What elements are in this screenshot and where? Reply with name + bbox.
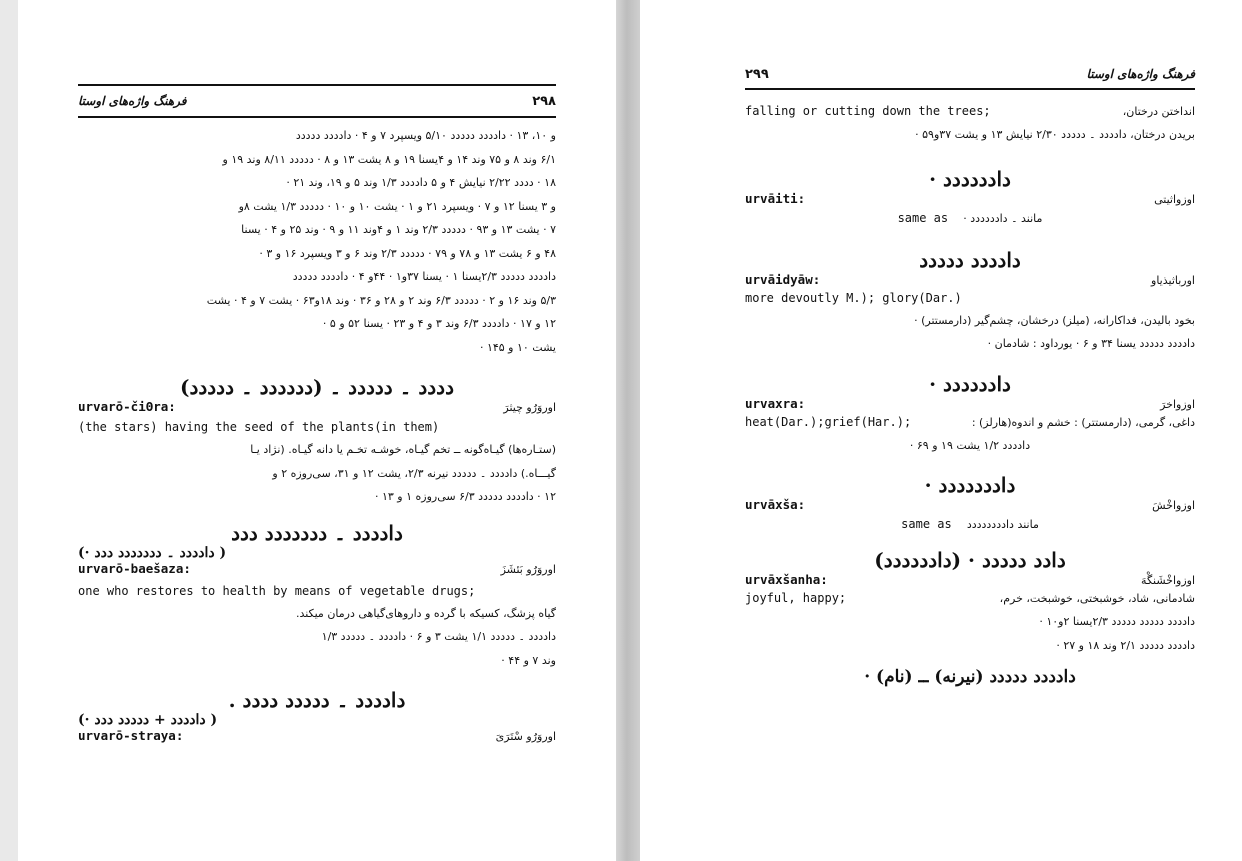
entry-gloss: more devoutly M.); glory(Dar.) xyxy=(745,290,962,305)
left-page-number: ۲۹۸ xyxy=(532,93,556,109)
entry-roman: urvarō-baešaza: xyxy=(78,560,191,576)
same-as-label: same as xyxy=(897,210,949,225)
entry-headword xyxy=(745,572,1195,587)
entry-avestan-script: دادد ددددد · (دادددددد) xyxy=(874,548,1066,572)
right-page-number: ۲۹۹ xyxy=(745,66,769,82)
entry-gloss: (the stars) having the seed of the plants(in them) xyxy=(78,420,440,434)
same-as-persian: مانند ۔ دادددددد · xyxy=(963,211,1043,225)
right-page xyxy=(640,0,1242,861)
entry-headword xyxy=(78,728,556,743)
entry-roman: urvāxšanha: xyxy=(745,572,828,587)
entry-gloss: joyful, happy; xyxy=(745,591,847,605)
entry-line: وند ۷ و ۴۴ · xyxy=(501,653,556,667)
left-top-line: یشت ۱۰ و ۱۴۵ · xyxy=(479,340,556,354)
entry-headword xyxy=(745,272,1195,287)
entry-roman: urvarō-straya: xyxy=(78,728,184,743)
entry-gloss-persian: شادمانی، شاد، خوشبختی، خوشبخت، خرم، xyxy=(999,592,1195,605)
entry-gloss: heat(Dar.);grief(Har.); xyxy=(745,414,912,429)
left-top-line: و ۳ یسنا ۱۲ و ۷ · ویسپرد ۲۱ و ۱ · یشت ۱۰ و ۱۰ · ددددد ۱/۳ یشت ۸و xyxy=(238,199,556,213)
entry-avestan-script: دادددددد · xyxy=(929,166,1011,191)
entry-avestan-script: دادددددد · xyxy=(929,371,1011,396)
entry-persian: اوروَرُو بَئشَزَ xyxy=(500,562,556,576)
entry-avestan-script: دادددد ۔ ددددددد ددد xyxy=(231,520,403,545)
entry-headword xyxy=(745,396,1195,411)
left-top-line: ۵/۳ وند ۱۶ و ۲ · ددددد ۶/۳ وند ۲ و ۲۸ و ۳۶ · وند ۱۸و۶۳ · یشت ۷ و ۴ · یشت xyxy=(206,293,556,307)
entry-same-as xyxy=(745,512,1195,536)
entry-roman: urvarō-čiΘra: xyxy=(78,399,176,414)
entry-roman: urvāxša: xyxy=(745,497,806,512)
entry-line: گیاه پزشگ، کسیکه با گرده و داروهای‌گیاهی درمان میکند. xyxy=(295,606,556,620)
left-top-line: ۱۲ و ۱۷ · دادددد ۶/۳ وند ۳ و ۴ و ۲۳ · یسنا ۵۲ و ۵ · xyxy=(322,317,556,330)
book-gutter xyxy=(616,0,640,861)
entry-gloss-persian: داغی، گرمی، (دارمستتر) : خشم و اندوه(هارلز) : xyxy=(971,415,1195,429)
entry-line: ۱۲ · دادددد ددددد ۶/۳ سی‌روزه ۱ و ۱۳ · xyxy=(374,490,556,503)
entry-headword xyxy=(78,561,556,576)
entry-persian: اوزواخْشَنگْهَ xyxy=(1141,574,1195,587)
entry-persian: اوزواثیتی xyxy=(1154,192,1195,206)
entry-line: دادددد ددددد ددددد ۲/۳یسنا ۲و۱۰ · xyxy=(1039,615,1195,628)
right-running-title: فرهنگ واژه‌های اوستا xyxy=(1086,67,1195,81)
entry-persian: اوزواخرَ xyxy=(1160,397,1195,411)
entry-roman: urvāiti: xyxy=(745,190,806,206)
entry-gloss-line xyxy=(745,587,1195,610)
entry-same-as xyxy=(745,206,1195,230)
intro-gloss: falling or cutting down the trees; xyxy=(745,104,991,118)
entry-line: (ستـاره‌ها) گیـاه‌گونه ــ تخم گیـاه، خوشـه تخـم یا دانه گیـاه. (نژاد یـا xyxy=(250,443,556,456)
entry-headword xyxy=(745,497,1195,512)
left-top-line: دادددد ددددد ۲/۳یسنا ۱ · یسنا ۳۷و۱ · ۴۴و ۴ · دادددد ددددد xyxy=(292,270,556,283)
entry-line: دادددد ۔ ددددد ۱/۱ یشت ۳ و ۶ · دادددد ۔ ددددد ۱/۳ xyxy=(321,630,556,643)
entry-line: دادددد ددددد ۲/۱ وند ۱۸ و ۲۷ · xyxy=(1056,638,1195,652)
entry-avestan-script-sub: ( دادددد + ددددد ددد ·) xyxy=(78,712,218,728)
entry-persian: اوزواخْشَ xyxy=(1152,499,1195,512)
left-page-body xyxy=(78,124,556,743)
left-page xyxy=(18,0,616,861)
left-top-line: ۷ · یشت ۱۳ و ۹۳ · ددددد ۲/۳ وند ۱ و ۴وند ۱۱ و ۹ · وند ۲۵ و ۴ · یسنا xyxy=(241,223,556,236)
entry-line: بخود بالیدن، فداکارانه، (میلز) درخشان، چشم‌گیر (دارمستتر) · xyxy=(914,313,1195,327)
right-page-header xyxy=(745,60,1195,90)
entry-avestan-script: دددد ۔ ددددد ۔ (دددددد ۔ ددددد) xyxy=(180,375,454,399)
same-as-label: same as xyxy=(901,517,952,531)
same-as-persian: مانند دادددددددد xyxy=(966,518,1039,531)
entry-line: دادددد ددددد یسنا ۳۴ و ۶ · یورداود : شادمان · xyxy=(987,337,1195,350)
intro-line-2: بریدن درختان، دادددد ۔ ددددد ۲/۳۰ نیایش ۱۳ و یشت ۳۷و۵۹ · xyxy=(915,128,1195,141)
right-page-body xyxy=(745,100,1195,687)
intro-persian: انداختن درختان، xyxy=(1122,105,1195,118)
left-running-title: فرهنگ واژه‌های اوستا xyxy=(78,94,187,108)
entry-persian: اورباثیذیاو xyxy=(1151,273,1195,287)
entry-gloss: one who restores to health by means of vegetable drugs; xyxy=(78,583,476,598)
entry-avestan-script: داددددددد · xyxy=(924,473,1016,497)
entry-roman: urvāidyāw: xyxy=(745,271,821,287)
left-top-line: و ۱۰، ۱۳ · دادددد ددددد ۵/۱۰ ویسپرد ۷ و ۴ · دادددد ددددد xyxy=(295,129,556,142)
entry-persian: اوروَرُو سْتَرَیَ xyxy=(495,730,556,743)
entry-headword xyxy=(745,191,1195,206)
entry-headword xyxy=(78,399,556,414)
entry-persian: اوروَرُو چیثرَ xyxy=(503,401,556,414)
left-top-line: ۴۸ و ۶ یشت ۱۳ و ۷۸ و ۷۹ · ددددد ۲/۳ وند ۶ و ۳ ویسپرد ۱۶ و ۳ · xyxy=(259,246,556,260)
left-top-line: ۶/۱ وند ۸ و ۷۵ وند ۱۴ و ۴یسنا ۱۹ و ۸ یشت ۱۳ و ۸ · ددددد ۸/۱۱ وند ۱۹ و xyxy=(222,152,556,166)
entry-roman: urvaxra: xyxy=(745,395,806,411)
entry-avestan-script: دادددد ددددد xyxy=(919,247,1021,272)
left-top-line: ۱۸ · دددد ۲/۲۲ نیایش ۴ و ۵ دادددد ۱/۳ وند ۵ و ۱۹، وند ۲۱ · xyxy=(286,176,556,189)
left-page-header xyxy=(78,84,556,118)
entry-line: گیـــاه.) دادددد ۔ ددددد نیرنه ۲/۳، یشت ۱۲ و ۳۱، سی‌روزه ۲ و xyxy=(272,466,556,480)
entry-gloss-line xyxy=(745,411,1195,434)
entry-avestan-script: دادددد ۔ ددددد دددد . xyxy=(228,688,406,712)
entry-avestan-script-sub: ( دادددد ۔ ددددددد ددد ·) xyxy=(78,544,227,561)
intro-line xyxy=(745,100,1195,123)
entry-avestan-script: دادددد ددددد (نیرنه) ــ (نام) · xyxy=(864,667,1076,687)
entry-line: دادددد ۱/۲ یشت ۱۹ و ۶۹ · xyxy=(909,438,1031,452)
